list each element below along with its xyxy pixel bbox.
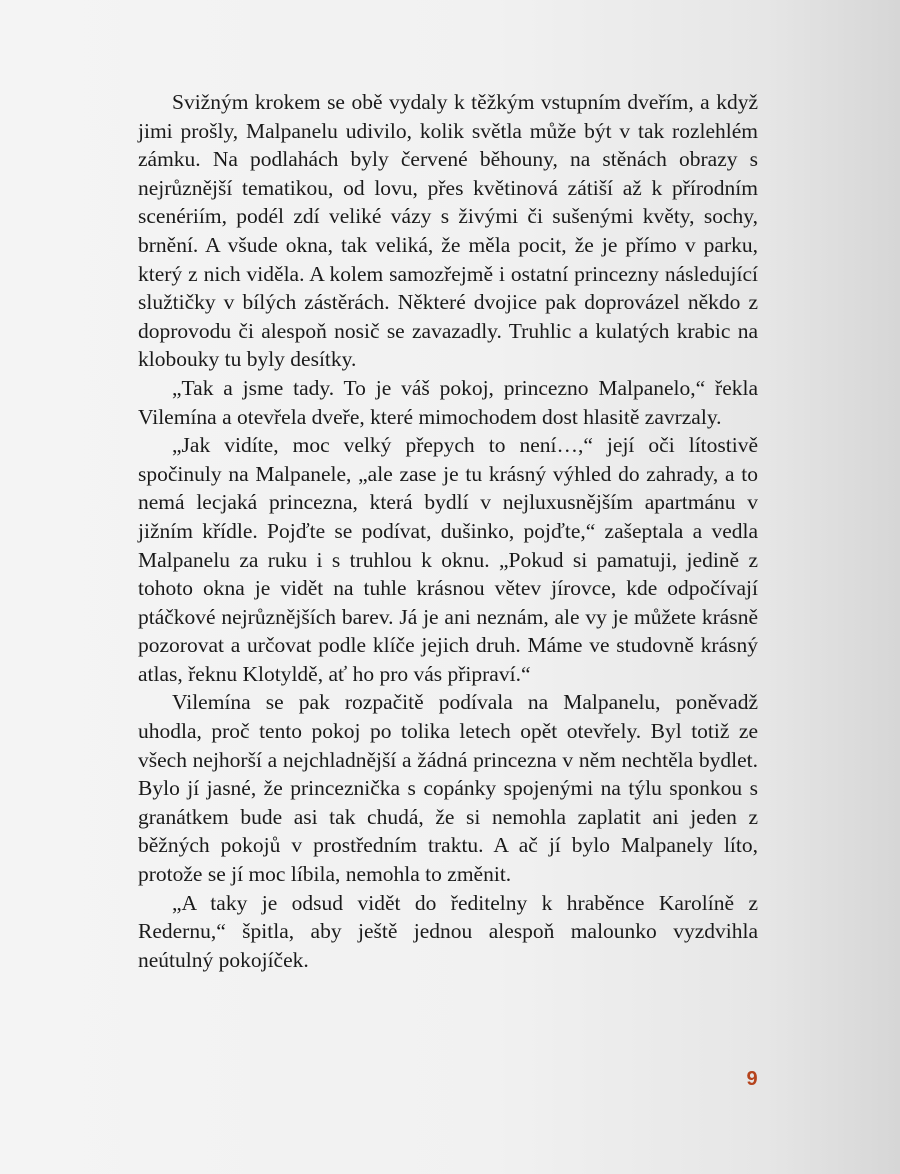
paragraph-3: „Jak vidíte, moc velký přepych to není…,“ její oči lítostivě spočinuly na Malpanele, „ale zase je tu krásný výhled do zahrady, a to nemá lecjaká princezna, která bydlí v nejluxusnějším apartmánu v jižním křídle. Pojďte se podívat, dušinko, pojďte,“ zašeptala a vedla Malpanelu za ruku i s truhlou k oknu. „Pokud si pamatuji, jedině z tohoto okna je vidět na tuhle krásnou větev jírovce, kde odpočívají ptáčkové nejrůznějších barev. Já je ani neznám, ale vy je můžete krásně pozorovat a určovat podle klíče jejich druh. Máme ve studovně krásný atlas, řeknu Klotyldě, ať ho pro vás připraví.“ xyxy=(138,433,758,686)
paragraph-2: „Tak a jsme tady. To je váš pokoj, princezno Malpanelo,“ řekla Vilemína a otevřela dveře, které mimochodem dost hlasitě zavrzaly. xyxy=(138,375,758,429)
paragraph-5: „A taky je odsud vidět do ředitelny k hraběnce Karolíně z Redernu,“ špitla, aby ještě jednou alespoň malounko vyzdvihla neútulný pokojíček. xyxy=(138,890,758,972)
paragraph-4: Vilemína se pak rozpačitě podívala na Malpanelu, poněvadž uhodla, proč tento pokoj po tolika letech opět otevřely. Byl totiž ze všech nejhorší a nejchladnější a žádná princezna v něm nechtěla bydlet. Bylo jí jasné, že princeznička s copánky spojenými na týlu sponkou s granátkem bude asi tak chudá, že si nemohla zaplatit ani jeden z běžných pokojů v prostředním traktu. A ač jí bylo Malpanely líto, protože se jí moc líbila, nemohla to změnit. xyxy=(138,690,758,887)
body-text xyxy=(138,88,758,974)
paragraph-1: Svižným krokem se obě vydaly k těžkým vstupním dveřím, a když jimi prošly, Malpanelu udivilo, kolik světla může být v tak rozlehlém zámku. Na podlahách byly červené běhouny, na stěnách obrazy s nejrůznější tematikou, od lovu, přes květinová zátiší až k přírodním scenériím, podél zdí veliké vázy s živými či sušenými květy, sochy, brnění. A všude okna, tak veliká, že měla pocit, že je přímo v parku, který z nich viděla. A kolem samozřejmě i ostatní princezny následující služtičky v bílých zástěrách. Některé dvojice pak doprovázel někdo z doprovodu či alespoň nosič se zavazadly. Truhlic a kulatých krabic na klobouky tu byly desítky. xyxy=(138,90,758,372)
page-number: 9 xyxy=(746,1068,758,1090)
